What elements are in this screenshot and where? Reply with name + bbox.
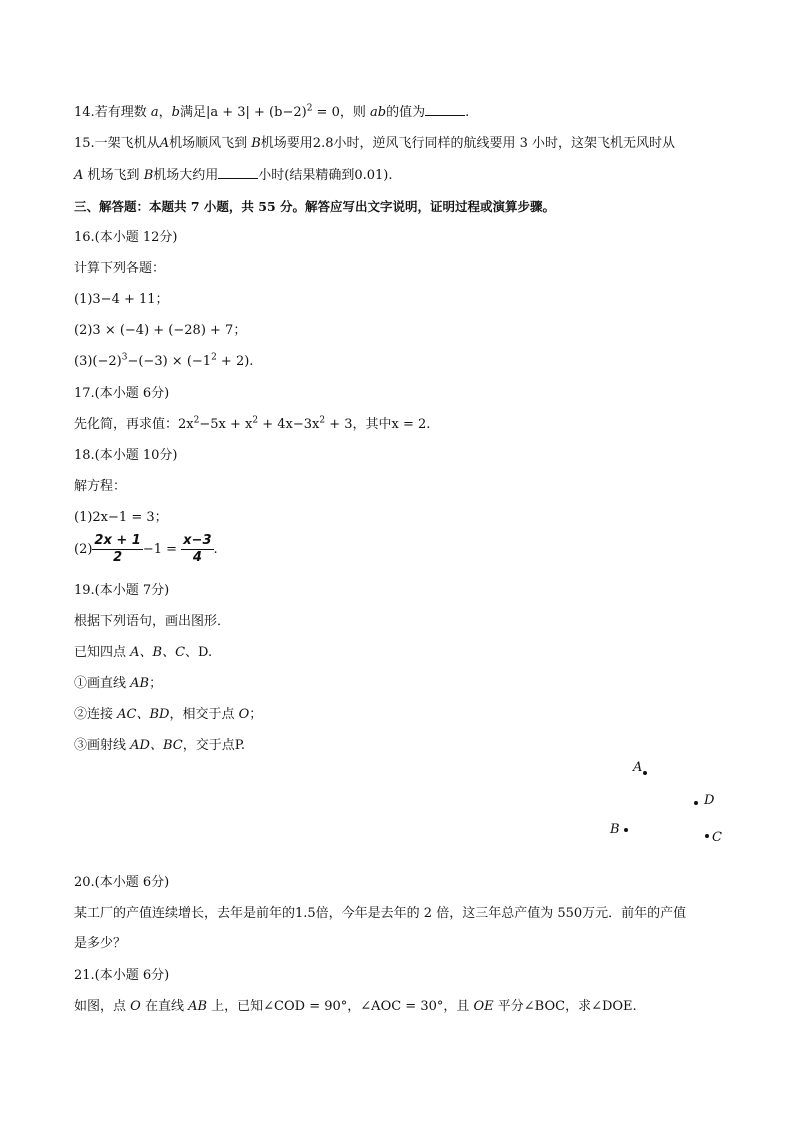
q18-header: 18.(本小题 10分) <box>74 448 178 463</box>
q14-var-b: b <box>171 105 180 120</box>
q14-number: 14. <box>74 105 95 120</box>
q20-line-1: 某工厂的产值连续增长，去年是前年的1.5倍，今年是去年的 2 倍，这三年总产值为 550万元．前年的产值 <box>74 906 687 921</box>
q19-s1-b: ； <box>149 676 163 691</box>
q19-s3-b: ，交于点P. <box>182 738 245 753</box>
q21-t3: 上，已知∠COD = 90°，∠AOC = 30°，且 <box>207 999 474 1014</box>
q15-point-a: A <box>159 136 170 151</box>
q18-frac1-numerator: 2x + 1 <box>94 533 141 548</box>
q17-t4: + 3，其中x = 2. <box>325 417 431 432</box>
q17-t1: 先化简，再求值：2x <box>74 417 194 432</box>
q18-prompt: 解方程： <box>74 479 127 494</box>
q20-line-2: 是多少？ <box>74 936 127 951</box>
q16-p3-c: + 2). <box>216 354 254 369</box>
q17-header: 17.(本小题 6分) <box>74 386 170 401</box>
q16-p3-exp1: 3 <box>121 352 128 363</box>
q16-part-3 <box>74 353 253 371</box>
q18-frac1-denominator: 2 <box>113 550 123 565</box>
q16-p3-exp2: 2 <box>211 352 217 363</box>
q15-text-3: 机场要用2.8小时，逆风飞行同样的航线要用 3 小时，这架飞机无风时从 <box>260 136 676 151</box>
q14-ask: 的值为 <box>386 105 426 120</box>
point-a <box>643 771 647 775</box>
q21-ray-oe: OE <box>473 999 494 1014</box>
q21-t4: 平分∠BOC，求∠DOE. <box>493 999 637 1014</box>
q17-body <box>74 416 430 434</box>
q14-end: . <box>465 105 470 120</box>
q15-text-1: 15.一架飞机从 <box>74 136 160 151</box>
point-c-label: C <box>712 830 722 845</box>
q19-s1-a: ①画直线 <box>74 676 131 691</box>
q17-t2: −5x + x <box>199 417 253 432</box>
q19-s2-c: ； <box>249 707 263 722</box>
q15-text-6: 小时(结果精确到0.01). <box>258 168 393 183</box>
q16-p3-b: −(−3) × (−1 <box>127 354 212 369</box>
q19-given-b: 、D. <box>185 645 213 660</box>
q15-answer-blank[interactable] <box>218 166 258 179</box>
q19-given-a: 已知四点 <box>74 645 131 660</box>
q15-text-4: 机场飞到 <box>87 168 140 183</box>
q19-s1-var: AB <box>130 676 150 691</box>
q19-given-points: A、B、C <box>130 645 186 660</box>
q15-point-a-2: A <box>74 168 84 183</box>
q14-comma: ， <box>158 105 172 120</box>
q18-part-1: (1)2x−1 = 3； <box>74 510 168 525</box>
q18-frac2-denominator: 4 <box>192 550 202 565</box>
q21-t2: 在直线 <box>140 999 189 1014</box>
q19-s2-var: AC、BD <box>117 707 170 722</box>
q14-condition: 满足|a + 3| + (b−2) <box>179 105 307 120</box>
q15-text-2: 机场顺风飞到 <box>169 136 248 151</box>
q21-t1: 如图，点 <box>74 999 131 1014</box>
q14-var-ab: ab <box>370 105 387 120</box>
q18-p2-end: . <box>213 542 218 557</box>
q14-equals: = 0，则 <box>312 105 366 120</box>
point-b-label: B <box>610 822 620 837</box>
q17-e2: 2 <box>252 415 259 426</box>
question-15-line-2 <box>74 166 393 185</box>
q16-part-2: (2)3 × (−4) + (−28) + 7； <box>74 323 247 338</box>
q19-s2-b: ，相交于点 <box>169 707 239 722</box>
q19-s2-a: ②连接 <box>74 707 118 722</box>
q18-frac2-numerator: x−3 <box>183 533 212 548</box>
q19-step-2 <box>74 706 262 724</box>
q18-part-2 <box>74 533 218 567</box>
q15-point-b: B <box>251 136 261 151</box>
q15-point-b-2: B <box>143 168 154 183</box>
q19-step-1 <box>74 675 162 693</box>
q20-header: 20.(本小题 6分) <box>74 875 170 890</box>
q21-line-ab: AB <box>188 999 208 1014</box>
q14-var-a: a <box>150 105 159 120</box>
question-14 <box>74 103 469 122</box>
point-b <box>624 828 628 832</box>
q19-step-3 <box>74 737 245 755</box>
q21-body <box>74 998 637 1016</box>
q19-s3-var: AD、BC <box>130 738 183 753</box>
q17-e1: 2 <box>193 415 200 426</box>
q16-header: 16.(本小题 12分) <box>74 230 178 245</box>
point-d-label: D <box>704 793 715 808</box>
q21-header: 21.(本小题 6分) <box>74 968 170 983</box>
q17-e3: 2 <box>319 415 326 426</box>
question-15-line-1 <box>74 135 675 153</box>
point-d <box>694 801 698 805</box>
point-a-label: A <box>633 760 643 775</box>
q19-s2-o: O <box>238 707 250 722</box>
q14-text: 若有理数 <box>94 105 147 120</box>
q15-text-5: 机场大约用 <box>153 168 219 183</box>
q19-prompt: 根据下列语句，画出图形． <box>74 614 231 629</box>
q17-t3: + 4x−3x <box>258 417 320 432</box>
q19-header: 19.(本小题 7分) <box>74 583 170 598</box>
q14-exponent: 2 <box>306 103 313 114</box>
q19-given <box>74 644 212 662</box>
q18-p2-mid: −1 = <box>142 542 182 557</box>
q19-s3-a: ③画射线 <box>74 738 131 753</box>
q16-p3-a: (3)(−2) <box>74 354 122 369</box>
q16-prompt: 计算下列各题： <box>74 261 166 276</box>
section-3-heading: 三、解答题：本题共 7 小题，共 55 分。解答应写出文字说明，证明过程或演算步骤。 <box>74 199 556 214</box>
point-c <box>705 834 709 838</box>
q18-fraction-1 <box>92 533 142 566</box>
q21-point-o: O <box>130 999 141 1014</box>
q18-fraction-2 <box>181 533 213 566</box>
q16-part-1: (1)3−4 + 11； <box>74 292 169 307</box>
q18-p2-label: (2) <box>74 542 93 557</box>
q14-answer-blank[interactable] <box>425 103 465 116</box>
